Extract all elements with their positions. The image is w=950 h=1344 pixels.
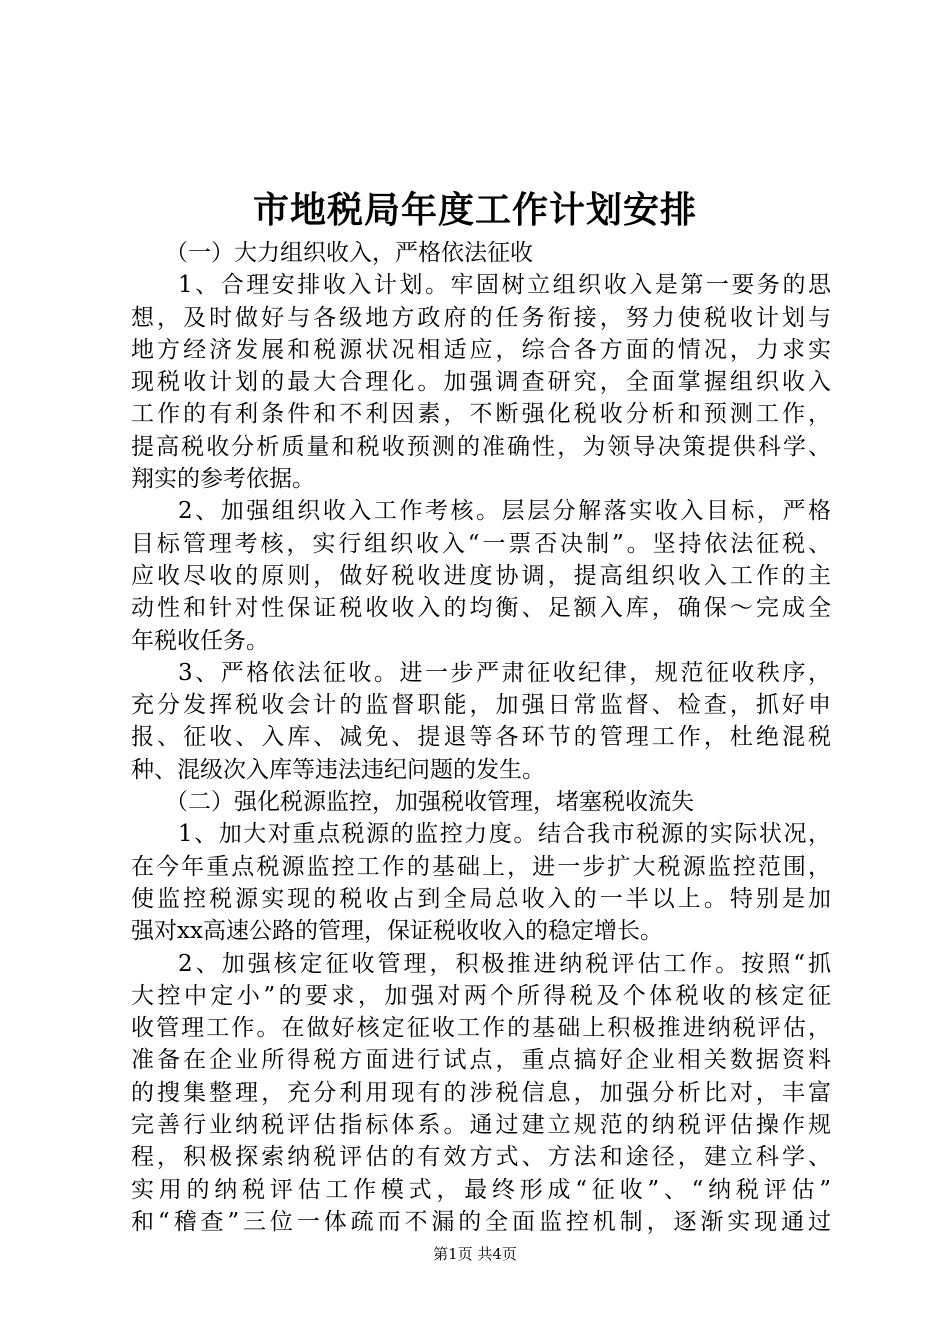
paragraph-line: 完善行业纳税评估指标体系。通过建立规范的纳税评估操作规: [131, 1112, 831, 1139]
paragraph-line: 实用的纳税评估工作模式，最终形成“征收”、“纳税评估”: [131, 1176, 831, 1203]
page-number-footer: 第1页 共4页: [433, 1245, 517, 1263]
paragraph-line: 大控中定小”的要求，加强对两个所得税及个体税收的核定征: [131, 982, 831, 1009]
paragraph-line: 年税收任务。: [131, 627, 269, 654]
paragraph-line: 收管理工作。在做好核定征收工作的基础上积极推进纳税评估，: [131, 1015, 831, 1042]
paragraph-line: 应收尽收的原则，做好税收进度协调，提高组织收入工作的主: [131, 562, 831, 589]
document-title: 市地税局年度工作计划安排: [252, 189, 697, 231]
paragraph-line: 种、混级次入库等违法违纪问题的发生。: [131, 756, 545, 783]
paragraph-line: 充分发挥税收会计的监督职能，加强日常监督、检查，抓好申: [131, 692, 831, 719]
paragraph-line: 和“稽查”三位一体疏而不漏的全面监控机制，逐渐实现通过: [131, 1208, 831, 1235]
paragraph-line: 的搜集整理，充分利用现有的涉税信息，加强分析比对，丰富: [131, 1079, 831, 1106]
paragraph-line: 在今年重点税源监控工作的基础上，进一步扩大税源监控范围，: [131, 853, 831, 880]
paragraph-line: 目标管理考核，实行组织收入“一票否决制”。坚持依法征税、: [131, 530, 831, 557]
paragraph-line: 强对xx高速公路的管理，保证税收收入的稳定增长。: [131, 918, 663, 945]
paragraph-line: 程，积极探索纳税评估的有效方式、方法和途径，建立科学、: [131, 1144, 831, 1171]
paragraph-line: 动性和针对性保证税收收入的均衡、足额入库，确保～完成全: [131, 595, 831, 622]
paragraph-line: 翔实的参考依据。: [131, 466, 315, 493]
paragraph-line: 想，及时做好与各级地方政府的任务衔接，努力使税收计划与: [131, 304, 831, 331]
section-heading: （二）强化税源监控，加强税收管理，堵塞税收流失: [165, 789, 694, 816]
paragraph-line: 提高税收分析质量和税收预测的准确性，为领导决策提供科学、: [131, 433, 831, 460]
paragraph-line: 使监控税源实现的税收占到全局总收入的一半以上。特别是加: [131, 885, 831, 912]
paragraph-line: 2、加强核定征收管理，积极推进纳税评估工作。按照“抓: [178, 950, 831, 977]
paragraph-line: 3、严格依法征收。进一步严肃征收纪律，规范征收秩序，: [178, 659, 831, 686]
paragraph-line: 1、合理安排收入计划。牢固树立组织收入是第一要务的思: [178, 272, 831, 299]
section-heading: （一）大力组织收入，严格依法征收: [165, 240, 533, 266]
paragraph-line: 地方经济发展和税源状况相适应，综合各方面的情况，力求实: [131, 336, 831, 363]
paragraph-line: 2、加强组织收入工作考核。层层分解落实收入目标，严格: [178, 498, 831, 525]
paragraph-line: 1、加大对重点税源的监控力度。结合我市税源的实际状况，: [178, 821, 831, 848]
document-body: [131, 237, 831, 1238]
paragraph-line: 工作的有利条件和不利因素，不断强化税收分析和预测工作，: [131, 401, 831, 428]
paragraph-line: 准备在企业所得税方面进行试点，重点搞好企业相关数据资料: [131, 1047, 831, 1074]
paragraph-line: 现税收计划的最大合理化。加强调查研究，全面掌握组织收入: [131, 369, 831, 396]
paragraph-line: 报、征收、入库、减免、提退等各环节的管理工作，杜绝混税: [131, 724, 831, 751]
